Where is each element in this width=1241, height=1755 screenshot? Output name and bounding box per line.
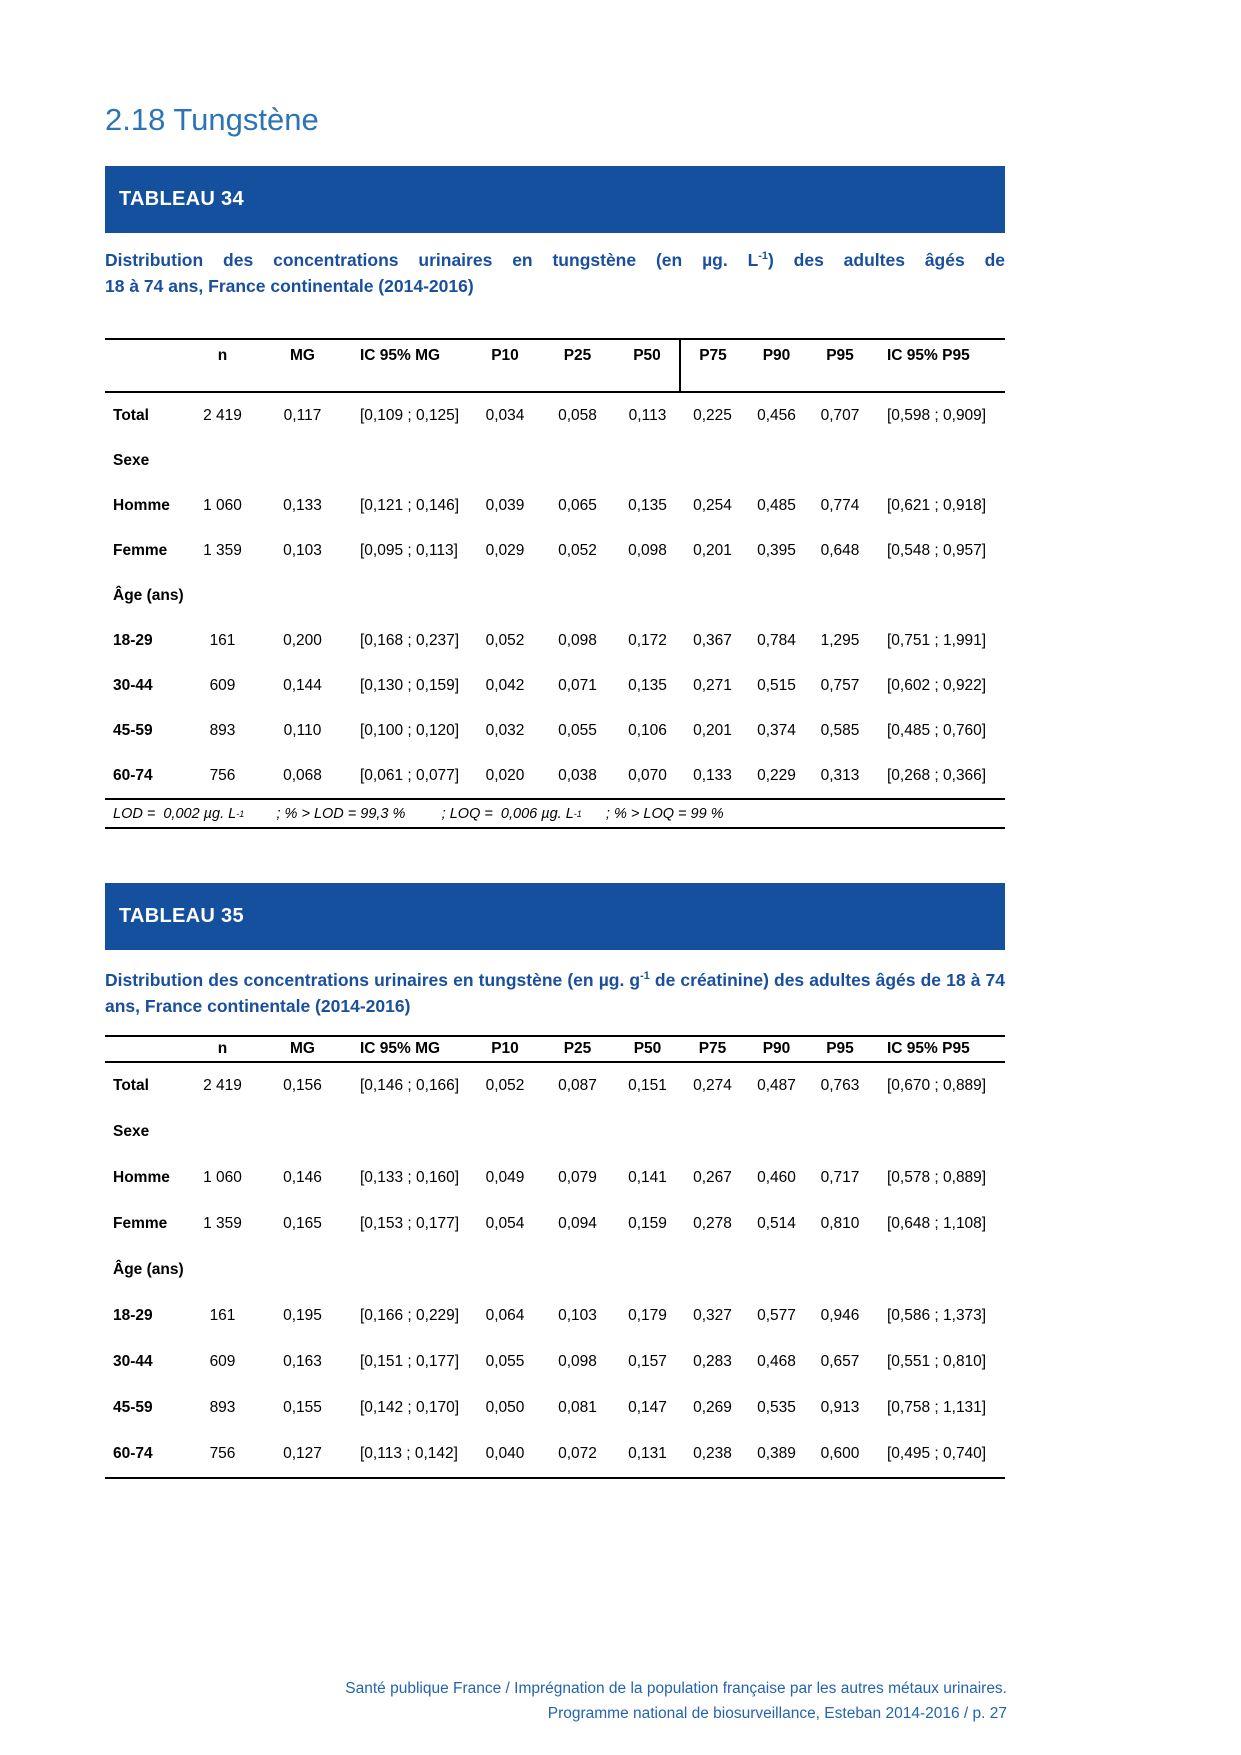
column-header: n: [185, 1036, 260, 1062]
table-cell: 0,098: [628, 541, 667, 559]
table-cell: 0,058: [558, 406, 597, 424]
table-cell: 0,052: [485, 631, 525, 649]
table-cell: [0,100 ; 0,120]: [360, 721, 460, 739]
table-cell: 0,648: [820, 541, 860, 559]
table-cell: 0,133: [680, 753, 745, 799]
table-cell: 0,113: [628, 406, 667, 424]
header-row: [105, 1036, 1005, 1062]
table-cell: [0,151 ; 0,177]: [360, 1353, 460, 1370]
table-cell: 0,131: [615, 1431, 680, 1478]
table-cell: 0,070: [615, 753, 680, 799]
table-cell: [0,485 ; 0,760]: [887, 721, 987, 739]
empty-cell: [185, 1109, 1005, 1155]
table-cell: 0,201: [693, 541, 732, 559]
table-cell: 0,254: [693, 496, 732, 514]
caption-line: [105, 993, 1005, 1019]
column-header: IC 95% MG: [345, 1036, 470, 1062]
section-row: [105, 573, 1005, 618]
table-cell: 0,156: [283, 1077, 322, 1094]
table-cell: [0,648 ; 1,108]: [887, 1215, 987, 1232]
table-cell: 0,144: [283, 676, 322, 694]
table-cell: 0,172: [628, 631, 667, 649]
text-run: ans, France continentale (2014-2016): [105, 996, 411, 1016]
table-cell: 0,313: [808, 753, 872, 799]
table-cell: 0,269: [693, 1399, 732, 1416]
table-cell: 0,535: [757, 1399, 796, 1416]
table-cell: 0,052: [558, 541, 597, 559]
table-row: [105, 1339, 1005, 1385]
table-cell: 0,225: [693, 406, 732, 424]
tableau-35-banner: [105, 883, 1005, 950]
tableau-35-banner-label: TABLEAU 35: [119, 905, 244, 927]
table-row: [105, 1201, 1005, 1247]
page-title: 2.18 Tungstène: [105, 102, 319, 137]
table-cell: 0,079: [558, 1169, 597, 1186]
text-run: ) des adultes âgés de: [767, 250, 1006, 270]
table-cell: [0,548 ; 0,957]: [887, 541, 987, 559]
column-header: MG: [260, 339, 345, 392]
table-cell: 0,485: [757, 496, 796, 514]
column-header: n: [185, 339, 260, 392]
table-cell: 0,238: [680, 1431, 745, 1478]
column-header: P50: [615, 1036, 680, 1062]
table-cell: 2 419: [203, 1077, 242, 1094]
row-label: 45-59: [113, 1399, 153, 1416]
table-cell: 1 359: [203, 541, 242, 559]
tableau-35-caption: [105, 967, 1005, 1019]
table-cell: [0,168 ; 0,237]: [360, 631, 460, 649]
table-cell: [0,146 ; 0,166]: [360, 1077, 460, 1094]
table-cell: 2 419: [203, 406, 242, 424]
table-cell: 0,055: [485, 1353, 525, 1370]
empty-cell: [185, 573, 1005, 618]
row-label: Homme: [113, 1169, 170, 1186]
caption-line: [105, 247, 1005, 273]
table-cell: 0,810: [820, 1215, 860, 1232]
table-cell: 609: [209, 676, 236, 694]
table-cell: 0,200: [283, 631, 322, 649]
table-cell: 0,179: [628, 1307, 667, 1324]
table-cell: [0,153 ; 0,177]: [360, 1215, 460, 1232]
caption-line: [105, 967, 1005, 993]
footer-line-1: Santé publique France / Imprégnation de la population française par les autres métaux urinaires.: [345, 1680, 1007, 1697]
column-header: P25: [540, 1036, 615, 1062]
section-row: [105, 438, 1005, 483]
table-cell: 161: [209, 1307, 236, 1324]
table-cell: 0,757: [820, 676, 860, 694]
column-header: P95: [808, 1036, 872, 1062]
empty-cell: [185, 438, 1005, 483]
table-row: [105, 1385, 1005, 1431]
table-cell: 0,278: [693, 1215, 732, 1232]
table-cell: 0,020: [470, 753, 540, 799]
table-cell: 0,515: [757, 676, 796, 694]
table-row: [105, 528, 1005, 573]
table-cell: [0,121 ; 0,146]: [360, 496, 460, 514]
table-cell: 0,946: [820, 1307, 860, 1324]
column-header: IC 95% P95: [872, 339, 1005, 392]
table-cell: 0,374: [757, 721, 796, 739]
row-label: 60-74: [105, 1431, 185, 1478]
table-cell: 0,042: [485, 676, 525, 694]
table-cell: 0,038: [540, 753, 615, 799]
table-cell: 0,468: [757, 1353, 796, 1370]
column-header: [105, 339, 185, 392]
table-row: [105, 1062, 1005, 1109]
table-cell: 0,032: [485, 721, 525, 739]
table-cell: 0,229: [745, 753, 808, 799]
table-cell: [0,268 ; 0,366]: [872, 753, 1005, 799]
table-cell: [0,551 ; 0,810]: [887, 1353, 987, 1370]
table-cell: 0,064: [485, 1307, 525, 1324]
table-cell: 0,717: [820, 1169, 860, 1186]
table-cell: 1,295: [820, 631, 860, 649]
table-row: [105, 753, 1005, 799]
section-row: [105, 1109, 1005, 1155]
table-cell: [0,109 ; 0,125]: [360, 406, 460, 424]
table-cell: 0,271: [693, 676, 732, 694]
section-row: [105, 1247, 1005, 1293]
table-cell: 0,068: [260, 753, 345, 799]
table-cell: 0,151: [628, 1077, 667, 1094]
text-run: ; % > LOQ = 99 %: [581, 805, 724, 822]
column-header: IC 95% MG: [345, 339, 470, 392]
table-cell: 0,657: [820, 1353, 860, 1370]
table-cell: 0,147: [628, 1399, 667, 1416]
tableau-35-table: [105, 1035, 1005, 1479]
table-cell: 0,784: [757, 631, 796, 649]
table-cell: 0,267: [693, 1169, 732, 1186]
table-cell: 0,283: [693, 1353, 732, 1370]
table-cell: 0,913: [820, 1399, 860, 1416]
table-cell: [0,598 ; 0,909]: [887, 406, 987, 424]
table-cell: 0,071: [558, 676, 597, 694]
superscript: -1: [758, 250, 768, 263]
text-run: Distribution des concentrations urinaires en tungstène (en µg. L: [105, 250, 759, 270]
table-row: [105, 483, 1005, 528]
column-header: [105, 1036, 185, 1062]
table-row: [105, 663, 1005, 708]
table-cell: [0,113 ; 0,142]: [345, 1431, 470, 1478]
page-content: [105, 0, 1005, 1479]
text-run: ; % > LOD = 99,3 % ; LOQ = 0,006 µg. L: [244, 805, 574, 822]
page-footer: [345, 1676, 1007, 1726]
table-cell: 0,135: [628, 496, 667, 514]
table-cell: 0,141: [628, 1169, 667, 1186]
superscript: -1: [640, 970, 650, 983]
table-cell: 0,163: [283, 1353, 322, 1370]
table-cell: [0,133 ; 0,160]: [360, 1169, 460, 1186]
table-cell: 0,081: [558, 1399, 597, 1416]
table-cell: 0,159: [628, 1215, 667, 1232]
text-run: 18 à 74 ans, France continentale (2014-2016): [105, 276, 474, 296]
table-cell: 0,707: [820, 406, 860, 424]
table-cell: 609: [209, 1353, 236, 1370]
text-run: de créatinine) des adultes âgés de 18 à 74: [649, 970, 1006, 990]
table-cell: 756: [185, 1431, 260, 1478]
table-cell: 0,165: [283, 1215, 322, 1232]
table-cell: 0,460: [757, 1169, 796, 1186]
table-cell: 0,367: [693, 631, 732, 649]
row-label: Total: [113, 1077, 149, 1094]
row-label: Femme: [113, 1215, 168, 1232]
table-cell: 0,050: [485, 1399, 525, 1416]
table-row: [105, 1293, 1005, 1339]
column-header: P75: [680, 1036, 745, 1062]
table-cell: 0,065: [558, 496, 597, 514]
table-row: [105, 708, 1005, 753]
table-cell: 1 359: [203, 1215, 242, 1232]
table-cell: 0,600: [808, 1431, 872, 1478]
table-cell: 0,195: [283, 1307, 322, 1324]
header-row: [105, 339, 1005, 392]
table-cell: 0,034: [485, 406, 525, 424]
column-header: P95: [808, 339, 872, 392]
row-label: Total: [113, 406, 149, 424]
row-label: Âge (ans): [113, 586, 184, 604]
row-label: Sexe: [113, 451, 150, 469]
row-label: Âge (ans): [113, 1261, 184, 1278]
table-cell: 0,040: [470, 1431, 540, 1478]
table-cell: 0,054: [485, 1215, 525, 1232]
table-cell: 0,201: [693, 721, 732, 739]
tableau-34-banner-label: TABLEAU 34: [119, 188, 244, 210]
table-cell: 756: [185, 753, 260, 799]
column-header: MG: [260, 1036, 345, 1062]
table-cell: [0,751 ; 1,991]: [887, 631, 987, 649]
caption-line: [105, 273, 1005, 299]
tableau-34-caption: [105, 247, 1005, 299]
table-cell: 0,135: [628, 676, 667, 694]
row-label: 18-29: [113, 631, 153, 649]
table-cell: [0,621 ; 0,918]: [887, 496, 987, 514]
table-cell: 0,039: [485, 496, 525, 514]
table-cell: 0,117: [283, 406, 322, 424]
table-cell: [0,130 ; 0,159]: [360, 676, 460, 694]
table-cell: 0,763: [820, 1077, 860, 1094]
table-cell: [0,670 ; 0,889]: [887, 1077, 987, 1094]
column-header: P50: [615, 339, 680, 392]
table-cell: [0,166 ; 0,229]: [360, 1307, 460, 1324]
table-cell: 1 060: [203, 496, 242, 514]
table-cell: 0,103: [558, 1307, 597, 1324]
row-label: 60-74: [105, 753, 185, 799]
table-cell: [0,602 ; 0,922]: [887, 676, 987, 694]
table-row: [105, 1155, 1005, 1201]
tableau-34-footnote: LOD = 0,002 µg. L -1 ; % > LOD = 99,3 % ; LOQ = 0,006 µg. L -1 ; % > LOQ = 99 %: [105, 800, 1005, 829]
table-cell: 0,155: [283, 1399, 322, 1416]
table-cell: 0,514: [757, 1215, 796, 1232]
table-cell: [0,061 ; 0,077]: [345, 753, 470, 799]
column-header: P10: [470, 1036, 540, 1062]
table-cell: 0,274: [693, 1077, 732, 1094]
table-cell: 0,055: [558, 721, 597, 739]
table-cell: 0,774: [820, 496, 860, 514]
column-header: P25: [540, 339, 615, 392]
table-cell: 0,585: [820, 721, 860, 739]
table-cell: 0,327: [693, 1307, 732, 1324]
table-cell: 0,127: [260, 1431, 345, 1478]
table-cell: [0,578 ; 0,889]: [887, 1169, 987, 1186]
table-cell: 0,098: [558, 631, 597, 649]
table-cell: [0,495 ; 0,740]: [872, 1431, 1005, 1478]
tableau-34-table: [105, 338, 1005, 800]
table-cell: [0,095 ; 0,113]: [360, 541, 458, 559]
table-cell: 893: [209, 721, 236, 739]
empty-cell: [185, 1247, 1005, 1293]
table-row: [105, 392, 1005, 438]
table-cell: 0,133: [283, 496, 322, 514]
table-cell: 0,098: [558, 1353, 597, 1370]
table-cell: [0,586 ; 1,373]: [887, 1307, 987, 1324]
table-cell: 0,577: [757, 1307, 796, 1324]
tableau-34-banner: [105, 166, 1005, 233]
column-header: IC 95% P95: [872, 1036, 1005, 1062]
row-label: 30-44: [113, 1353, 153, 1370]
row-label: 30-44: [113, 676, 153, 694]
table-cell: 0,146: [283, 1169, 322, 1186]
row-label: 45-59: [113, 721, 153, 739]
table-cell: 0,087: [558, 1077, 597, 1094]
footer-line-2: Programme national de biosurveillance, Esteban 2014-2016 / p. 27: [547, 1705, 1007, 1722]
column-header: P75: [680, 339, 745, 392]
table-cell: 0,052: [485, 1077, 525, 1094]
table-cell: 0,110: [283, 721, 322, 739]
table-cell: 0,072: [540, 1431, 615, 1478]
table-cell: 0,049: [485, 1169, 525, 1186]
table-cell: 0,395: [757, 541, 796, 559]
table-cell: 0,103: [283, 541, 322, 559]
table-cell: [0,142 ; 0,170]: [360, 1399, 460, 1416]
row-label: 18-29: [113, 1307, 153, 1324]
table-cell: 0,094: [558, 1215, 597, 1232]
row-label: Sexe: [113, 1123, 150, 1140]
text-run: Distribution des concentrations urinaires en tungstène (en µg. g: [105, 970, 641, 990]
text-run: LOD = 0,002 µg. L: [113, 805, 237, 822]
table-row: [105, 618, 1005, 663]
column-header: P10: [470, 339, 540, 392]
table-cell: 0,456: [757, 406, 796, 424]
table-cell: [0,758 ; 1,131]: [887, 1399, 987, 1416]
table-cell: 0,106: [628, 721, 667, 739]
table-cell: 1 060: [203, 1169, 242, 1186]
table-cell: 0,487: [757, 1077, 796, 1094]
table-row: [105, 1431, 1005, 1478]
column-header: P90: [745, 1036, 808, 1062]
table-cell: 893: [209, 1399, 236, 1416]
table-cell: 0,157: [628, 1353, 667, 1370]
table-cell: 161: [209, 631, 236, 649]
table-cell: 0,389: [745, 1431, 808, 1478]
row-label: Homme: [113, 496, 170, 514]
table-cell: 0,029: [485, 541, 525, 559]
column-header: P90: [745, 339, 808, 392]
row-label: Femme: [113, 541, 168, 559]
